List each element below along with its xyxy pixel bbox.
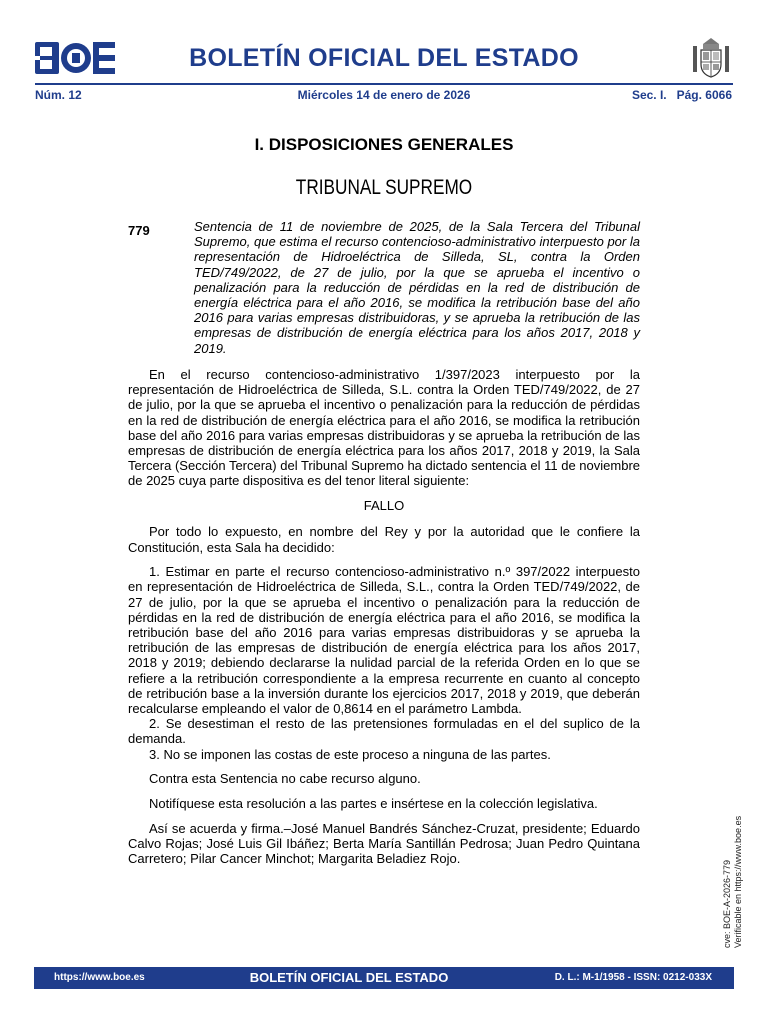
- document-number: 779: [128, 223, 150, 238]
- footer-bar: [34, 967, 734, 989]
- court-name: TRIBUNAL SUPREMO: [295, 176, 473, 199]
- issue-date: Miércoles 14 de enero de 2026: [297, 88, 471, 102]
- no-appeal-paragraph: Contra esta Sentencia no cabe recurso alguno.: [149, 771, 421, 787]
- ruling-item-3: 3. No se imponen las costas de este proceso a ninguna de las partes.: [149, 746, 551, 762]
- verification-link[interactable]: Verificable en https://www.boe.es: [733, 815, 743, 948]
- cve-code: cve: BOE-A-2026-779: [722, 859, 732, 948]
- section-page: Sec. I. Pág. 6066: [631, 88, 732, 102]
- document-body: [128, 367, 640, 876]
- decision-paragraph: Por todo lo expuesto, en nombre del Rey y por la autoridad que le confiere la Constitución, esta Sala ha decidido:: [128, 524, 640, 555]
- signatures-paragraph: Así se acuerda y firma.–José Manuel Bandrés Sánchez-Cruzat, presidente; Eduardo Calvo Rojas; José Luis Gil Ibáñez; Berta María Santillán Pedrosa; Juan Pedro Quintana Carretero; Pilar Cancer Minchot; Margarita Beladiez Rojo.: [128, 820, 640, 867]
- ruling-item-1: 1. Estimar en parte el recurso contencioso-administrativo n.º 397/2022 interpuesto en representación de Hidroeléctrica de Silleda, S.L., contra la Orden TED/749/2022, de 27 de julio, por la que se aprueba el incentivo o penalización para la reducción de pérdidas en la red de distribución de energía eléctrica para el año 2016, se modifica la retribución base del año 2016 para varias empresas distribuidoras y se aprueba la retribución de las empresas de distribución de energía eléctrica para los años 2017, 2018 y 2019; debiendo declararse la nulidad parcial de la referida Orden en lo que se refiere a la retribución correspondiente a la empresa recurrente en cuanto al concepto de retribución base a la inversión durante los ejercicios 2017, 2018 y 2019, que deberán recalcularse empleando el valor de 0,8614 en el parámetro Lambda.: [128, 564, 640, 717]
- ruling-item-2: 2. Se desestiman el resto de las pretensiones formuladas en el del suplico de la demanda.: [128, 716, 640, 747]
- verification-note: [722, 816, 744, 948]
- coat-of-arms-icon: [690, 36, 732, 80]
- page-title: BOLETÍN OFICIAL DEL ESTADO: [189, 44, 579, 72]
- issue-number: Núm. 12: [35, 88, 82, 102]
- notification-paragraph: Notifíquese esta resolución a las partes e insértese en la colección legislativa.: [149, 796, 598, 812]
- footer-url[interactable]: https://www.boe.es: [54, 972, 145, 983]
- fallo-heading: FALLO: [363, 498, 405, 514]
- section-title: I. DISPOSICIONES GENERALES: [254, 135, 514, 154]
- intro-paragraph: En el recurso contencioso-administrativo 1/397/2023 interpuesto por la representación de Hidroeléctrica de Silleda, S.L. contra la Orden TED/749/2022, de 27 de julio, por la que se aprueba el incentivo o penalización para la reducción de pérdidas en la red de distribución de energía eléctrica para el año 2016, se modifica la retribución base del año 2016 para varias empresas distribuidoras y se aprueba la retribución de las empresas de distribución de energía eléctrica para los años 2017, 2018 y 2019, la Sala Tercera (Sección Tercera) del Tribunal Supremo ha dictado sentencia el 11 de noviembre de 2025 cuya parte dispositiva es del tenor literal siguiente:: [128, 367, 640, 489]
- header-rule: [35, 83, 733, 85]
- document-summary: Sentencia de 11 de noviembre de 2025, de la Sala Tercera del Tribunal Supremo, que estima el recurso contencioso-administrativo interpuesto por la representación de Hidroeléctrica de Silleda, SL, contra la Orden TED/749/2022, de 27 de julio, por la que se aprueba el incentivo o penalización para la reducción de pérdidas en la red de distribución de energía eléctrica para el año 2016, se modifica la retribución base del año 2016 para varias empresas distribuidoras, y se aprueba la retribución de las empresas de distribución de energía eléctrica para los años 2017, 2018 y 2019.: [194, 219, 640, 356]
- footer-legal-deposit: D. L.: M-1/1958 - ISSN: 0212-033X: [554, 972, 712, 983]
- footer-title: BOLETÍN OFICIAL DEL ESTADO: [249, 970, 449, 985]
